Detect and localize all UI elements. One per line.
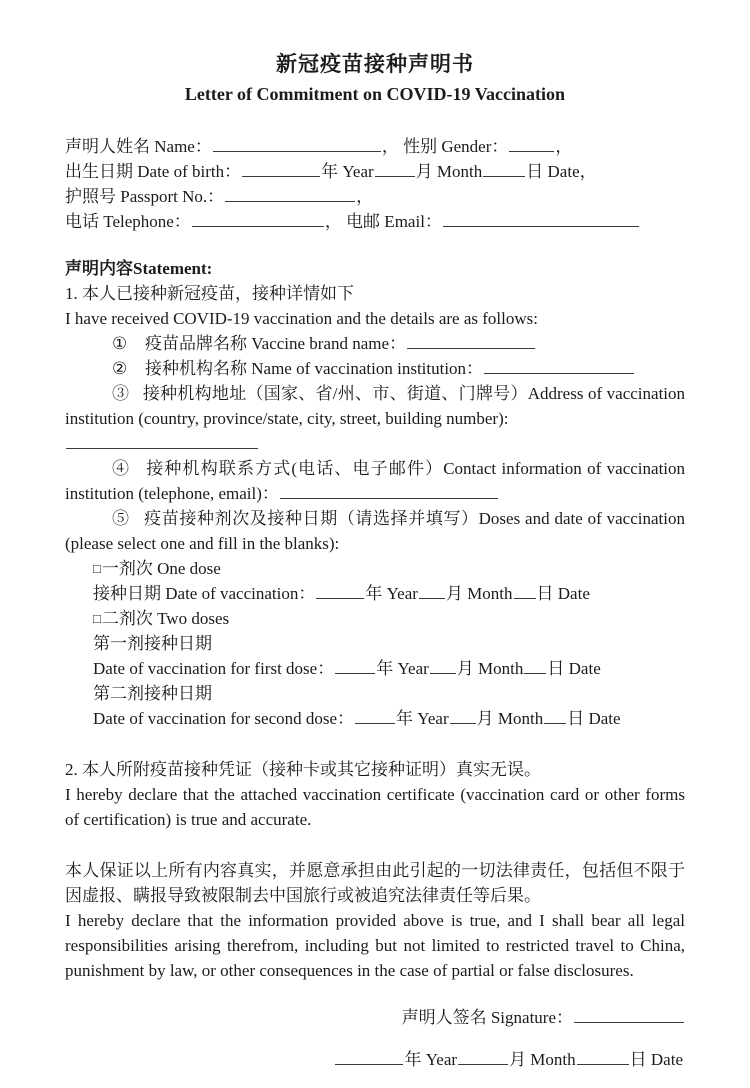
vaccine-brand-name-label: 疫苗品牌名称 Vaccine brand name： xyxy=(145,334,407,353)
dose-options-group xyxy=(65,556,685,731)
statement-heading-english: Statement: xyxy=(133,259,213,278)
first-dose-date-row xyxy=(65,656,685,681)
first-dose-year-input[interactable] xyxy=(335,659,375,674)
birth-year-label: 年 Year xyxy=(321,162,374,181)
one-dose-option[interactable] xyxy=(65,556,685,581)
signature-year-input[interactable] xyxy=(335,1050,403,1065)
passport-label: 护照号 Passport No.： xyxy=(65,187,225,206)
document-title-english: Letter of Commitment on COVID-19 Vaccination xyxy=(184,84,566,104)
signature-month-input[interactable] xyxy=(458,1050,508,1065)
one-dose-day-label: 日 Date xyxy=(536,584,590,603)
first-dose-day-label: 日 Date xyxy=(547,659,601,678)
institution-address-blank-row xyxy=(65,431,685,456)
name-separator: ， xyxy=(381,137,399,156)
first-dose-date-label: Date of vaccination for first dose： xyxy=(93,659,335,678)
passport-row xyxy=(65,184,685,209)
birth-day-label: 日 Date， xyxy=(526,162,597,181)
doses-and-date-label: 疫苗接种剂次及接种日期（请选择并填写）Doses and date of vaccination (please select one and fill in the blanks): xyxy=(65,509,685,553)
second-dose-date-chinese: 第二剂接种日期 xyxy=(93,684,212,703)
name-gender-row xyxy=(65,134,685,159)
gender-separator: ， xyxy=(555,137,573,156)
one-dose-year-input[interactable] xyxy=(316,584,364,599)
two-doses-checkbox-icon[interactable]: □ xyxy=(93,611,101,626)
one-dose-year-label: 年 Year xyxy=(365,584,418,603)
circled-number-2: ② xyxy=(112,359,128,378)
one-dose-date-label: 接种日期 Date of vaccination： xyxy=(93,584,316,603)
signature-input[interactable] xyxy=(574,1008,684,1023)
first-dose-month-input[interactable] xyxy=(430,659,456,674)
signature-label: 声明人签名 Signature： xyxy=(401,1008,573,1027)
passport-input[interactable] xyxy=(225,187,355,202)
statement-item2-chinese: 2. 本人所附疫苗接种凭证（接种卡或其它接种证明）真实无误。 xyxy=(65,760,541,779)
second-dose-date-label: Date of vaccination for second dose： xyxy=(93,709,355,728)
second-dose-day-label: 日 Date xyxy=(567,709,621,728)
signature-day-label: 日 Date xyxy=(629,1050,683,1069)
circled-number-5: ⑤ xyxy=(112,509,130,528)
two-doses-label: 二剂次 Two doses xyxy=(101,609,230,628)
birth-year-input[interactable] xyxy=(242,162,320,177)
one-dose-date-row xyxy=(65,581,685,606)
signature-year-label: 年 Year xyxy=(404,1050,458,1069)
circled-number-4: ④ xyxy=(112,459,131,478)
institution-address-input[interactable] xyxy=(66,434,258,449)
second-dose-date-row xyxy=(65,706,685,731)
telephone-label: 电话 Telephone： xyxy=(65,212,191,231)
gender-label: 性别 Gender： xyxy=(403,137,509,156)
signature-section xyxy=(65,1005,685,1072)
passport-separator: ， xyxy=(356,187,374,206)
email-input[interactable] xyxy=(443,212,639,227)
one-dose-month-label: 月 Month xyxy=(445,584,513,603)
date-of-birth-label: 出生日期 Date of birth： xyxy=(65,162,242,181)
signature-month-label: 月 Month xyxy=(509,1050,576,1069)
second-dose-month-input[interactable] xyxy=(450,709,476,724)
document-title-chinese: 新冠疫苗接种声明书 xyxy=(276,52,474,76)
telephone-input[interactable] xyxy=(192,212,324,227)
email-label: 电邮 Email： xyxy=(346,212,442,231)
sub-item-2 xyxy=(65,356,685,381)
statement-heading xyxy=(65,256,685,281)
document-body xyxy=(65,0,685,1072)
statement-heading-chinese: 声明内容 xyxy=(65,259,133,278)
telephone-email-row xyxy=(65,209,685,234)
birth-month-input[interactable] xyxy=(375,162,415,177)
spacer-before-signature xyxy=(65,983,685,1005)
institution-contact-input[interactable] xyxy=(280,484,498,499)
personal-info-section xyxy=(65,134,685,234)
institution-address-label: 接种机构地址（国家、省/州、市、街道、门牌号）Address of vaccination institution (country, province/state, city, street, building number): xyxy=(65,384,686,428)
spacer-before-item2 xyxy=(65,731,685,757)
first-dose-year-label: 年 Year xyxy=(376,659,429,678)
declaration-chinese: 本人保证以上所有内容真实，并愿意承担由此引起的一切法律责任，包括但不限于因虚报、瞒报导致被限制去中国旅行或被追究法律责任等后果。 xyxy=(65,861,685,905)
institution-name-label: 接种机构名称 Name of vaccination institution： xyxy=(145,359,484,378)
sub-item-1 xyxy=(65,331,685,356)
birth-day-input[interactable] xyxy=(483,162,525,177)
name-label: 声明人姓名 Name： xyxy=(65,137,212,156)
birth-month-label: 月 Month xyxy=(415,162,483,181)
signature-row xyxy=(65,1005,685,1030)
sub-item-3 xyxy=(65,381,685,431)
second-dose-day-input[interactable] xyxy=(544,709,566,724)
vaccine-brand-name-input[interactable] xyxy=(407,334,535,349)
one-dose-checkbox-icon[interactable]: □ xyxy=(93,561,101,576)
gender-input[interactable] xyxy=(509,137,554,152)
institution-contact-label: 接种机构联系方式(电话、电子邮件）Contact information of vaccination institution (telephone, email)： xyxy=(65,459,686,503)
institution-name-input[interactable] xyxy=(484,359,634,374)
statement-item1-chinese: 1. 本人已接种新冠疫苗，接种详情如下 xyxy=(65,284,354,303)
one-dose-label: 一剂次 One dose xyxy=(101,559,221,578)
sub-item-5 xyxy=(65,506,685,556)
statement-item1-english: I have received COVID-19 vaccination and the details are as follows: xyxy=(65,309,538,328)
statement-section xyxy=(65,256,685,983)
spacer-before-declaration xyxy=(65,832,685,858)
second-dose-year-input[interactable] xyxy=(355,709,395,724)
sub-item-4 xyxy=(65,456,685,506)
date-of-birth-row xyxy=(65,159,685,184)
signature-date-row xyxy=(65,1047,685,1072)
second-dose-year-label: 年 Year xyxy=(396,709,449,728)
first-dose-day-input[interactable] xyxy=(524,659,546,674)
one-dose-day-input[interactable] xyxy=(514,584,536,599)
signature-day-input[interactable] xyxy=(577,1050,629,1065)
two-doses-option[interactable] xyxy=(65,606,685,631)
declaration-english: I hereby declare that the information provided above is true, and I shall bear all legal responsibilities arising therefrom, including but not limited to restricted travel to China, punishment by law, or other consequences in the case of partial or false disclosures. xyxy=(65,911,685,980)
one-dose-month-input[interactable] xyxy=(419,584,445,599)
name-input[interactable] xyxy=(213,137,381,152)
first-dose-date-chinese: 第一剂接种日期 xyxy=(93,634,212,653)
second-dose-month-label: 月 Month xyxy=(476,709,544,728)
first-dose-month-label: 月 Month xyxy=(456,659,524,678)
telephone-separator: ， xyxy=(324,212,342,231)
circled-number-1: ① xyxy=(112,334,128,353)
spacer-after-personal-info xyxy=(65,234,685,256)
statement-item2-english: I hereby declare that the attached vaccination certificate (vaccination card or other forms of certification) is true and accurate. xyxy=(65,785,685,829)
circled-number-3: ③ xyxy=(112,384,130,403)
